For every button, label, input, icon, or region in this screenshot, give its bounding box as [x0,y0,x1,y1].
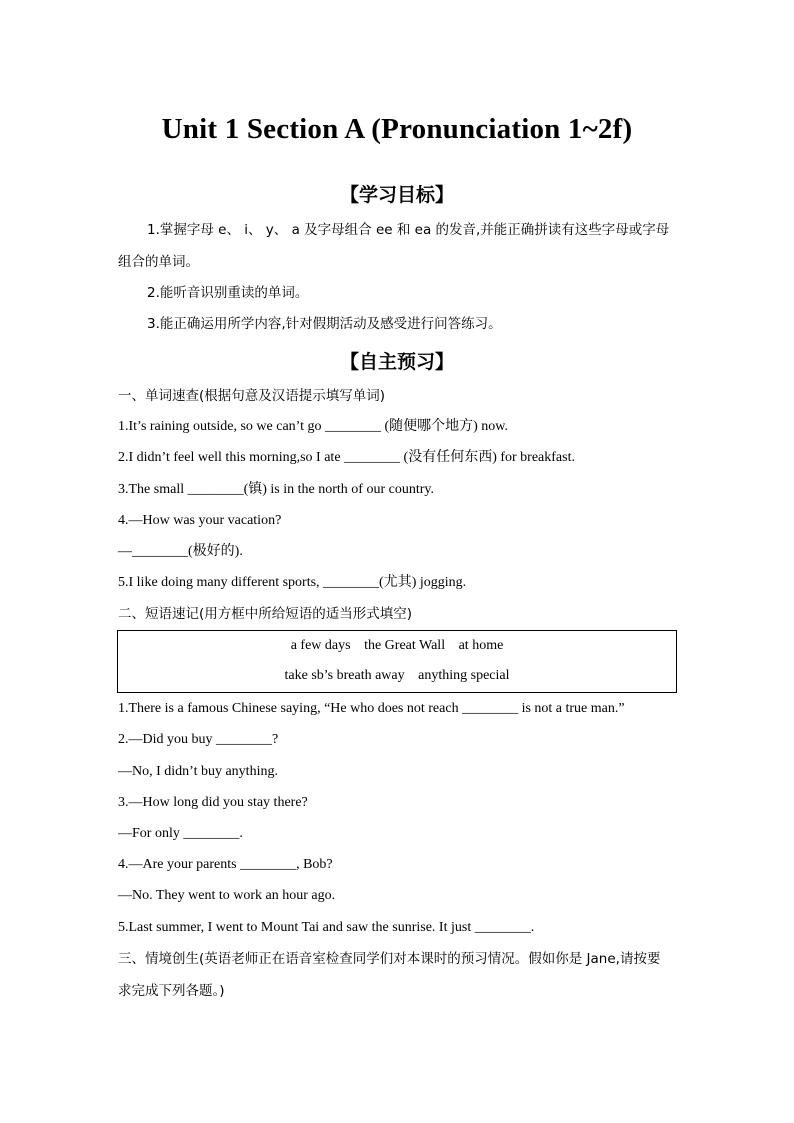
phrase-item: at home [458,638,504,653]
objective-2: 2.能听音识别重读的单词。 [147,285,309,301]
part2-question-2-answer: —No, I didn’t buy anything. [118,764,278,779]
part1-question-3: 3.The small ________(镇) is in the north of our country. [118,482,434,497]
part2-question-3-prompt: 3.—How long did you stay there? [118,795,308,810]
phrase-box [117,630,677,693]
part1-title: 一、单词速查(根据句意及汉语提示填写单词) [118,388,386,404]
part1-question-4-prompt: 4.—How was your vacation? [118,513,282,528]
part1-question-2: 2.I didn’t feel well this morning,so I ate ________ (没有任何东西) for breakfast. [118,450,575,465]
part2-question-4-prompt: 4.—Are your parents ________, Bob? [118,857,333,872]
phrase-item: anything special [418,668,510,683]
part2-question-2-prompt: 2.—Did you buy ________? [118,732,279,747]
objective-3: 3.能正确运用所学内容,针对假期活动及感受进行问答练习。 [147,316,502,332]
objective-1-line-2: 组合的单词。 [118,254,199,270]
preview-heading: 【自主预习】 [339,351,454,373]
part3-title-line-1: 三、情境创生(英语老师正在语音室检查同学们对本课时的预习情况。假如你是 Jane,请按要 [118,951,661,967]
phrase-box-row-2 [118,668,676,684]
objectives-heading: 【学习目标】 [339,184,454,206]
part1-question-5: 5.I like doing many different sports, ________(尤其) jogging. [118,575,467,590]
part3-title-line-2: 求完成下列各题。) [118,983,225,999]
part1-question-4-answer: —________(极好的). [118,544,243,559]
part2-title: 二、短语速记(用方框中所给短语的适当形式填空) [118,606,413,622]
objective-1-line-1: 1.掌握字母 e、 i、 y、 a 及字母组合 ee 和 ea 的发音,并能正确拼读有这些字母或字母 [147,222,670,238]
part2-question-4-answer: —No. They went to work an hour ago. [118,888,336,903]
page-title: Unit 1 Section A (Pronunciation 1~2f) [161,113,633,145]
part2-question-1: 1.There is a famous Chinese saying, “He who does not reach ________ is not a true man.” [118,701,625,716]
phrase-item: the Great Wall [364,638,446,653]
part2-question-5: 5.Last summer, I went to Mount Tai and saw the sunrise. It just ________. [118,920,535,935]
phrase-item: take sb’s breath away [284,668,405,683]
part1-question-1: 1.It’s raining outside, so we can’t go ________ (随便哪个地方) now. [118,419,509,434]
phrase-box-row-1 [118,638,676,654]
part2-question-3-answer: —For only ________. [118,826,243,841]
phrase-item: a few days [290,638,351,653]
